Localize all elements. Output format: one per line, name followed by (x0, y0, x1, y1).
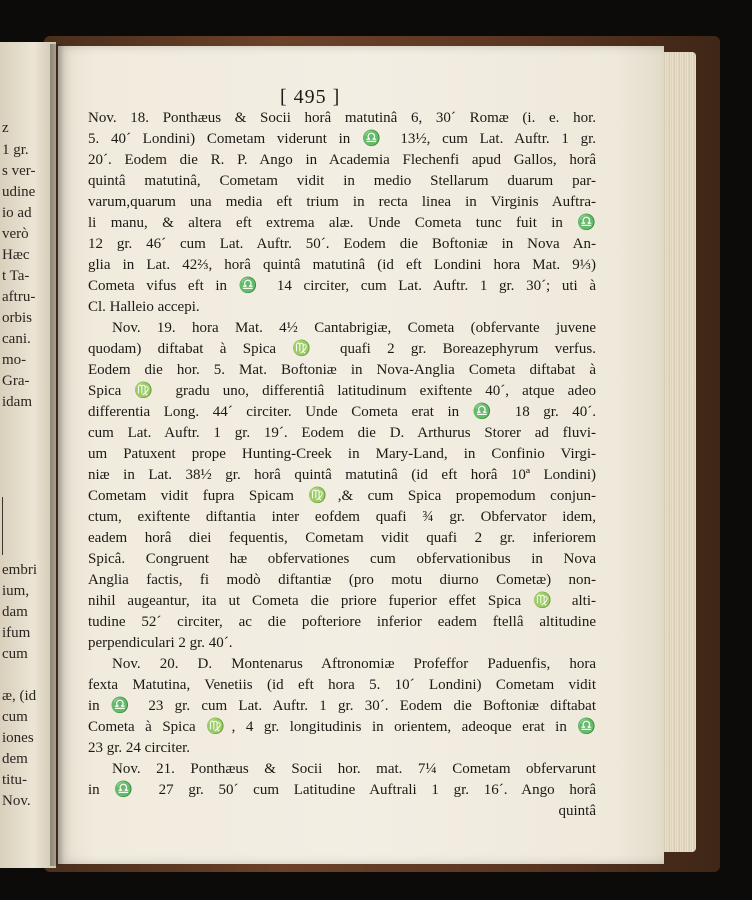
text-line: varum,quarum una media eft trium in recta linea in Virginis Auftra- (88, 194, 596, 210)
text-line: Spica ♍ gradu uno, differentiâ latitudinum exiftente 40´, atque adeo (88, 383, 596, 399)
text-line: in ♎ 23 gr. cum Lat. Auftr. 1 gr. 30´. Eodem die Boftoniæ diftabat (88, 698, 596, 714)
left-page-fragment: idam (2, 394, 32, 410)
left-page-fragment: Nov. (2, 793, 31, 809)
text-line: Spicâ. Congruent hæ obfervationes cum obfervationibus in Nova (88, 551, 596, 567)
left-page (0, 42, 56, 868)
right-page (58, 46, 664, 864)
text-line: glia in Lat. 42⅔, horâ quintâ matutinâ (id eft Londini hora Mat. 9⅓) (88, 257, 596, 273)
text-line: Cl. Halleio accepi. (88, 299, 200, 315)
text-line: um Patuxent prope Hunting-Creek in Mary-Land, in Confinio Virgi- (88, 446, 596, 462)
text-line: 20´. Eodem die R. P. Ango in Academia Flechenfi apud Gallos, horâ (88, 152, 596, 168)
text-line: 12 gr. 46´ cum Lat. Auftr. 50´. Eodem die Boftoniæ in Nova An- (88, 236, 596, 252)
page-number: [ 495 ] (280, 86, 341, 108)
left-page-fragment: 1 gr. (2, 142, 29, 158)
left-page-fragment: ifum (2, 625, 31, 641)
left-page-fragment: io ad (2, 205, 32, 221)
left-page-fragment: aftru- (2, 289, 36, 305)
text-line: Cometa à Spica ♍, 4 gr. longitudinis in orientem, adeoque erat in ♎ (88, 719, 596, 735)
text-line: Cometa vifus eft in ♎ 14 circiter, cum Lat. Auftr. 1 gr. 30´; uti à (88, 278, 596, 294)
text-line: Nov. 20. D. Montenarus Aftronomiæ Profeffor Paduenfis, hora (112, 656, 596, 672)
left-page-fragment: cani. (2, 331, 31, 347)
text-line: perpendiculari 2 gr. 40´. (88, 635, 233, 651)
left-page-fragment: ium, (2, 583, 30, 599)
left-page-fragment: Hæc (2, 247, 30, 263)
text-line: quintâ matutinâ, Cometam vidit in medio Stellarum duarum par- (88, 173, 596, 189)
margin-rule (2, 497, 3, 555)
text-line: 5. 40´ Londini) Cometam viderunt in ♎ 13½, cum Lat. Auftr. 1 gr. (88, 131, 596, 147)
text-line: quodam) diftabat à Spica ♍ quafi 2 gr. Boreazephyrum verfus. (88, 341, 596, 357)
text-line: Nov. 18. Ponthæus & Socii horâ matutinâ 6, 30´ Romæ (i. e. hor. (88, 110, 596, 126)
text-line: Anglia factis, fi modò diftantiæ (pro motu diurno Cometæ) non- (88, 572, 596, 588)
left-page-fragment: cum (2, 709, 28, 725)
spine-shadow (50, 44, 64, 866)
left-page-fragment: dem (2, 751, 28, 767)
text-line: tudine 52´ circiter, ac die pofteriore inferior eadem ftellâ altitudine (88, 614, 596, 630)
left-page-fragment: verò (2, 226, 29, 242)
left-page-fragment: embri (2, 562, 37, 578)
text-line: ctum, exiftente diftantia inter eofdem quafi ¾ gr. Obfervator idem, (88, 509, 596, 525)
text-line: in ♎ 27 gr. 50´ cum Latitudine Auftrali 1 gr. 16´. Ango horâ (88, 782, 596, 798)
text-line: Cometam vidit fupra Spicam ♍,& cum Spica propemodum conjun- (88, 488, 596, 504)
left-page-fragment: titu- (2, 772, 27, 788)
page-text (88, 108, 596, 822)
text-line: Nov. 21. Ponthæus & Socii hor. mat. 7¼ Cometam obfervarunt (112, 761, 596, 777)
left-page-fragment: iones (2, 730, 34, 746)
left-page-fragment: æ, (id (2, 688, 37, 704)
text-line: eadem horâ diei fequentis, Cometam vidit quafi 2 gr. inferiorem (88, 530, 596, 546)
left-page-fragment: dam (2, 604, 28, 620)
left-page-fragment: udine (2, 184, 36, 200)
text-line: nihil augeantur, ita ut Cometa die priore fuperior effet Spica ♍ alti- (88, 593, 596, 609)
text-line: niæ in Lat. 38½ gr. horâ quintâ matutinâ (id eft horâ 10ª Londini) (88, 467, 596, 483)
text-line: fexta Matutina, Venetiis (id eft hora 5. 10´ Londini) Cometam vidit (88, 677, 596, 693)
text-line: Nov. 19. hora Mat. 4½ Cantabrigiæ, Cometa (obfervante juvene (112, 320, 596, 336)
left-page-fragment: z (2, 120, 9, 136)
text-line: quintâ (558, 803, 596, 819)
text-line: 23 gr. 24 circiter. (88, 740, 191, 756)
text-line: differentia Long. 44´ circiter. Unde Cometa erat in ♎ 18 gr. 40´. (88, 404, 596, 420)
text-line: li manu, & altera eft extrema alæ. Unde Cometa tunc fuit in ♎ (88, 215, 596, 231)
left-page-fragment: cum (2, 646, 28, 662)
left-page-fragment: s ver- (2, 163, 36, 179)
text-line: Eodem die hor. 5. Mat. Boftoniæ in Nova-Anglia Cometa diftabat à (88, 362, 596, 378)
left-page-fragment: mo- (2, 352, 27, 368)
text-line: cum Lat. Auftr. 1 gr. 19´. Eodem die D. Arthurus Storer ad fluvi- (88, 425, 596, 441)
left-page-fragment: orbis (2, 310, 32, 326)
left-page-fragment: t Ta- (2, 268, 30, 284)
left-page-fragment: Gra- (2, 373, 30, 389)
